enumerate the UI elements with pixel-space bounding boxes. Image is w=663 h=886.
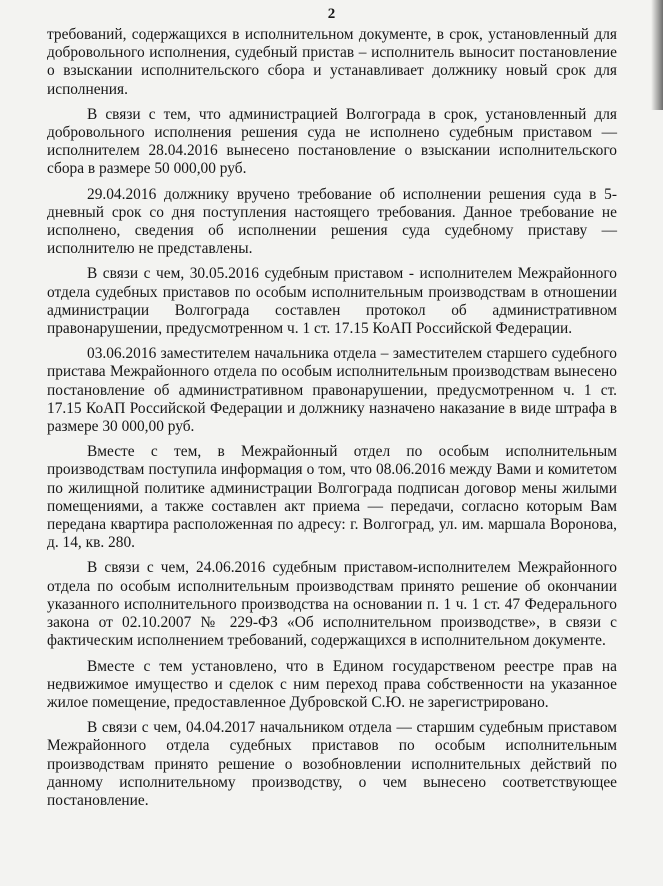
paragraph-3: 29.04.2016 должнику вручено требование об исполнении решения суда в 5-дневный срок со дня поступления настоящего требования. Данное требование не исполнено, сведения об исполнении решения суда судебному приставу — исполнителю не представлены. (47, 185, 617, 258)
paragraph-9: В связи с чем, 04.04.2017 начальником отдела — старшим судебным приставом Межрайонного отдела судебных приставов по особым исполнительным производствам принято решение о возобновлении исполнительных действий по данному исполнительному производству, о чем вынесено соответствующее постановление. (47, 719, 617, 809)
paragraph-1: требований, содержащихся в исполнительном документе, в срок, установленный для добровольного исполнения, судебный пристав – исполнитель выносит постановление о взыскании исполнительского сбора и устанавливает должнику новый срок для исполнения. (47, 26, 617, 98)
paragraph-8: Вместе с тем установлено, что в Едином государственом реестре прав на недвижимое имущество и сделок с ним переход права собственности на указанное жилое помещение, предоставленное Дубровской С.Ю. не зарегистрировано. (47, 657, 617, 711)
paragraph-2: В связи с тем, что администрацией Волгограда в срок, установленный для добровольного исполнения решения суда не исполнено судебным приставом — исполнителем 28.04.2016 вынесено постановление о взыскании исполнительского сбора в размере 50 000,00 руб. (47, 105, 617, 178)
page-number: 2 (327, 6, 336, 22)
paragraph-6: Вместе с тем, в Межрайонный отдел по особым исполнительным производствам поступила информация о том, что 08.06.2016 между Вами и комитетом по жилищной политике администрации Волгограда подписан договор мены жилыми помещениями, а также составлен акт приема — передачи, согласно которым Вам передана квартира расположенная по адресу: г. Волгоград, ул. им. маршала Воронова, д. 14, кв. 280. (47, 443, 617, 552)
paragraph-5: 03.06.2016 заместителем начальника отдела – заместителем старшего судебного пристава Межрайонного отдела по особым исполнительным производствам вынесено постановление об административном правонарушении, предусмотренном ч. 1 ст. 17.15 КоАП Российской Федерации и должнику назначено наказание в виде штрафа в размере 30 000,00 руб. (47, 345, 617, 436)
paragraph-7: В связи с чем, 24.06.2016 судебным приставом-исполнителем Межрайонного отдела по особым исполнительным производствам принято решение об окончании указанного исполнительного производства на основании п. 1 ч. 1 ст. 47 Федерального закона от 02.10.2007 № 229-ФЗ «Об исполнительном производстве», в связи с фактическим исполнением требований, содержащихся в исполнительном документе. (47, 559, 617, 650)
document-body (47, 26, 617, 810)
paragraph-4: В связи с чем, 30.05.2016 судебным приставом - исполнителем Межрайонного отдела судебных приставов по особым исполнительным производствам в отношении администрации Волгограда составлен протокол об административном правонарушении, предусмотренном ч. 1 ст. 17.15 КоАП Российской Федерации. (47, 265, 617, 338)
